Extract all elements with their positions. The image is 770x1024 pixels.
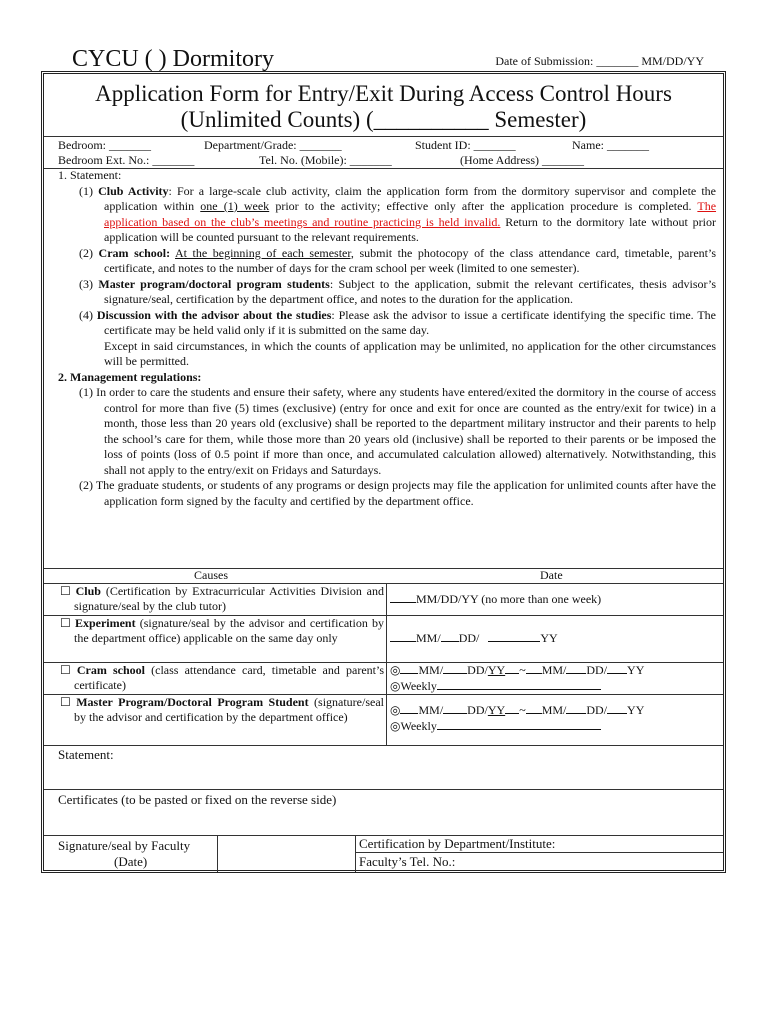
management-item-1: (1) In order to care the students and ensure their safety, where any students have entered/exited the dormitory in the course of access control for more than five (5) times (exclusive) (entry for once and exit for once are counted as the entry/exit for twice) in a month, those less than 20 years old (exclusive) shall be reported to the department military instructor and their parents to help the school’s care for them, while those more than 20 years old (inclusive) shall be reported to their parents or be imposed the loss of points (loss of 0.5 point if more than once, and accumulated calculation allowed) alternatively. Notwithstanding, this shall not apply to the entry/exit on Fridays and Saturdays. bbox=[79, 385, 716, 477]
divider bbox=[44, 568, 723, 569]
col-causes-header: Causes bbox=[194, 568, 228, 582]
signature-date-label: (Date) bbox=[114, 854, 148, 869]
bedroom-field[interactable]: Bedroom: _______ bbox=[58, 138, 151, 152]
checkbox-cram-school[interactable]: ☐ bbox=[60, 663, 71, 677]
faculty-tel[interactable]: Faculty’s Tel. No.: bbox=[359, 854, 456, 869]
department-field[interactable]: Department/Grade: _______ bbox=[204, 138, 342, 152]
date-experiment[interactable]: MM/ DD/ YY bbox=[390, 631, 558, 646]
checkbox-club[interactable]: ☐ bbox=[60, 584, 71, 598]
statement-heading: 1. Statement: bbox=[58, 168, 122, 182]
date-range-graduate[interactable]: ◎ MM/ DD/YY ~ MM/ DD/ YY bbox=[390, 703, 645, 717]
date-club[interactable]: MM/DD/YY (no more than one week) bbox=[390, 592, 601, 607]
statement-item-1: (1) Club Activity: For a large-scale club activity, claim the application form from the dormitory supervisor and complete the application within one (1) week prior to the activity; effective only after the application procedure is completed. The application based on the club’s meetings and routine practicing is held invalid. Return to the dormitory late without prior application will be counted pursuant to the relevant requirements. bbox=[79, 183, 717, 244]
cause-experiment: ☐ Experiment (signature/seal by the advisor and certification by the department office) applicable on the same day only bbox=[60, 616, 384, 645]
dormitory-name: CYCU ( ) Dormitory bbox=[72, 46, 274, 72]
bedroom-ext-field[interactable]: Bedroom Ext. No.: _______ bbox=[58, 153, 195, 167]
name-field[interactable]: Name: _______ bbox=[572, 138, 649, 152]
checkbox-experiment[interactable]: ☐ bbox=[60, 616, 71, 630]
checkbox-graduate[interactable]: ☐ bbox=[60, 695, 71, 709]
student-id-field[interactable]: Student ID: _______ bbox=[415, 138, 516, 152]
title-line-1: Application Form for Entry/Exit During Access Control Hours bbox=[95, 81, 672, 106]
statement-section bbox=[58, 168, 716, 509]
management-heading: 2. Management regulations: bbox=[58, 369, 202, 384]
mobile-field[interactable]: Tel. No. (Mobile): _______ bbox=[259, 153, 392, 167]
management-item-2: (2) The graduate students, or students of any programs or design projects may file the application for unlimited counts after have the application form signed by the faculty and certified by the department office. bbox=[79, 478, 716, 508]
column-divider bbox=[386, 583, 387, 745]
date-of-submission: Date of Submission: _______ MM/DD/YY bbox=[495, 54, 704, 68]
column-divider bbox=[217, 835, 218, 872]
signature-faculty-label: Signature/seal by Faculty bbox=[58, 838, 191, 853]
cause-club: ☐ Club (Certification by Extracurricular Activities Division and signature/seal by the club tutor) bbox=[60, 584, 385, 613]
invalid-note: The application based on the club’s meetings and routine practicing is held invalid. bbox=[104, 199, 717, 229]
statement-item-3: (3) Master program/doctoral program students: Subject to the application, submit the relevant certificates, thesis advisor’s signature/seal, certification by the department office, and notes to the duration for the application. bbox=[79, 276, 716, 306]
statement-exception: Except in said circumstances, in which the counts of application may be unlimited, no application for the other circumstances will be permitted. bbox=[104, 338, 716, 368]
weekly-cram[interactable]: ◎Weekly bbox=[390, 679, 601, 694]
page-header bbox=[72, 46, 704, 72]
statement-item-4: (4) Discussion with the advisor about the studies: Please ask the advisor to issue a certificate identifying the specific time. The certificate may be held valid only if it is submitted on the same day. bbox=[79, 307, 716, 337]
statement-field[interactable]: Statement: bbox=[58, 747, 114, 762]
title-line-2: (Unlimited Counts) (__________ Semester) bbox=[180, 107, 587, 132]
divider bbox=[44, 789, 723, 790]
certification-department[interactable]: Certification by Department/Institute: bbox=[359, 836, 556, 851]
divider bbox=[44, 745, 723, 746]
divider bbox=[44, 136, 723, 137]
date-range-cram[interactable]: ◎ MM/ DD/YY ~ MM/ DD/ YY bbox=[390, 663, 645, 677]
divider bbox=[355, 852, 723, 853]
statement-item-2: (2) Cram school: At the beginning of each semester, submit the photocopy of the class attendance card, timetable, parent’s certificate, and notes to the number of days for the cram school per week (limited to one semester). bbox=[79, 245, 716, 275]
application-form bbox=[41, 71, 726, 873]
cause-cram-school: ☐ Cram school (class attendance card, timetable and parent’s certificate) bbox=[60, 663, 384, 692]
col-date-header: Date bbox=[540, 568, 563, 582]
cause-graduate-student: ☐ Master Program/Doctoral Program Student (signature/seal by the advisor and certification by the department office) bbox=[60, 695, 384, 724]
home-address-field[interactable]: (Home Address) _______ bbox=[460, 153, 584, 167]
certificates-area[interactable]: Certificates (to be pasted or fixed on the reverse side) bbox=[58, 792, 337, 807]
form-title bbox=[44, 81, 723, 133]
column-divider bbox=[355, 835, 356, 872]
weekly-graduate[interactable]: ◎Weekly bbox=[390, 719, 601, 734]
